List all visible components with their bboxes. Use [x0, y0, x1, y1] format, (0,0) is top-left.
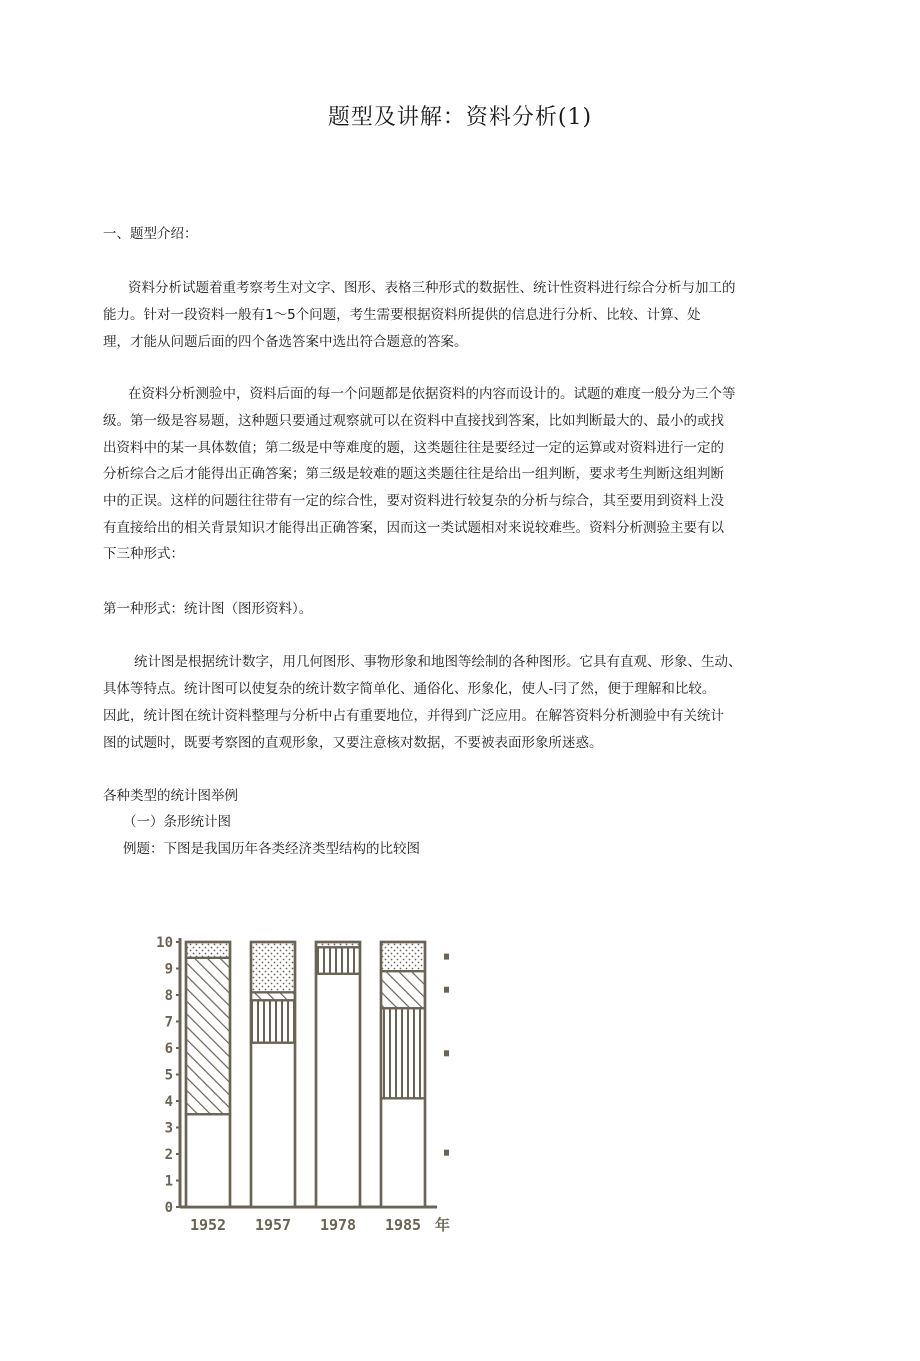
y-tick-label: 1 — [164, 1173, 173, 1190]
bar-segment — [381, 971, 425, 1008]
form1-heading: 第一种形式：统计图（图形资料）。 — [103, 601, 313, 617]
paragraph2-line: 有直接给出的相关背景知识才能得出正确答案，因而这一类试题相对来说较难些。资料分析测验主要有以 — [103, 520, 724, 536]
y-tick-label: 5 — [164, 1067, 173, 1084]
bar-segment — [251, 1043, 295, 1207]
paragraph2-line: 分析综合之后才能得出正确答案；第三级是较难的题这类题往往是给出一组判断，要求考生判断这组判断 — [103, 466, 724, 482]
paragraph2-line: 在资料分析测验中，资料后面的每一个问题都是依据资料的内容而设计的。试题的难度一般分为三个等 — [128, 386, 736, 402]
x-tick-label: 1978 — [319, 1216, 357, 1234]
y-tick-label: 6 — [164, 1041, 173, 1057]
paragraph3-line: 具体等特点。统计图可以使复杂的统计数字简单化、通俗化、形象化，使人-冃了然，便于理解和比较。 — [103, 681, 716, 697]
paragraph1-line: 能力。针对一段资料一般有1～5个问题，考生需要根据资料所提供的信息进行分析、比较、计算、处 — [103, 307, 701, 323]
bar-segment — [251, 992, 295, 1000]
y-tick-label: 9 — [164, 961, 173, 978]
example-caption: 例题：下图是我国历年各类经济类型结构的比较图 — [123, 841, 420, 857]
section1-heading: 一、题型介绍： — [103, 226, 198, 242]
x-tick-label: 1985 — [384, 1216, 422, 1234]
stacked-bar-chart — [135, 925, 465, 1240]
bar-segment — [186, 1114, 230, 1207]
paragraph3-line: 图的试题时，既要考察图的直观形象，又要注意核对数据，不要被表面形象所迷惑。 — [103, 735, 603, 751]
bar-segment — [186, 942, 230, 958]
x-unit-label: 年 — [435, 1216, 451, 1234]
bar-segment — [251, 1000, 295, 1042]
y-tick-label: 2 — [164, 1147, 173, 1163]
paragraph3-line: 因此，统计图在统计资料整理与分析中占有重要地位，并得到广泛应用。在解答资料分析测验中有关统计 — [103, 708, 724, 724]
paragraph3-line: 统计图是根据统计数字，用几何图形、事物形象和地图等绘制的各种图形。它具有直观、形象、生动、 — [134, 654, 742, 670]
bar-segment — [316, 947, 360, 974]
bar-segment — [186, 958, 230, 1114]
x-tick-label: 1952 — [189, 1216, 227, 1234]
y-tick-label: 3 — [164, 1120, 173, 1137]
paragraph1-line: 资料分析试题着重考察考生对文字、图形、表格三种形式的数据性、统计性资料进行综合分析与加工的 — [128, 280, 736, 296]
paragraph2-line: 出资料中的某一具体数值；第二级是中等难度的题，这类题往往是要经过一定的运算或对资料进行一定的 — [103, 440, 724, 456]
x-tick-label: 1957 — [254, 1216, 292, 1234]
bar-segment — [381, 1008, 425, 1098]
paragraph2-line: 中的正误。这样的问题往往带有一定的综合性，要对资料进行较复杂的分析与综合，其至要用到资料上没 — [103, 493, 724, 509]
bar-segment — [381, 942, 425, 971]
examples-heading: 各种类型的统计图举例 — [103, 788, 238, 804]
bar-chart-heading: （一）条形统计图 — [123, 814, 231, 830]
y-tick-label: 0 — [164, 1200, 173, 1216]
legend-marker — [444, 987, 449, 993]
legend-marker — [444, 1050, 449, 1056]
legend-marker — [444, 954, 449, 960]
y-tick-label: 8 — [164, 988, 173, 1004]
legend-marker — [444, 1150, 449, 1156]
paragraph2-line: 下三种形式： — [103, 546, 184, 562]
y-tick-label: 10 — [156, 935, 173, 951]
bar-segment — [316, 974, 360, 1207]
y-tick-label: 4 — [164, 1094, 173, 1110]
bar-segment — [251, 942, 295, 992]
bar-segment — [381, 1098, 425, 1207]
paragraph1-line: 理，才能从问题后面的四个备选答案中选出符合题意的答案。 — [103, 334, 468, 350]
paragraph2-line: 级。第一级是容易题，这种题只要通过观察就可以在资料中直接找到答案，比如判断最大的、最小的或找 — [103, 413, 724, 429]
y-tick-label: 7 — [164, 1014, 173, 1031]
page-title: 题型及讲解：资料分析(1) — [327, 105, 593, 130]
